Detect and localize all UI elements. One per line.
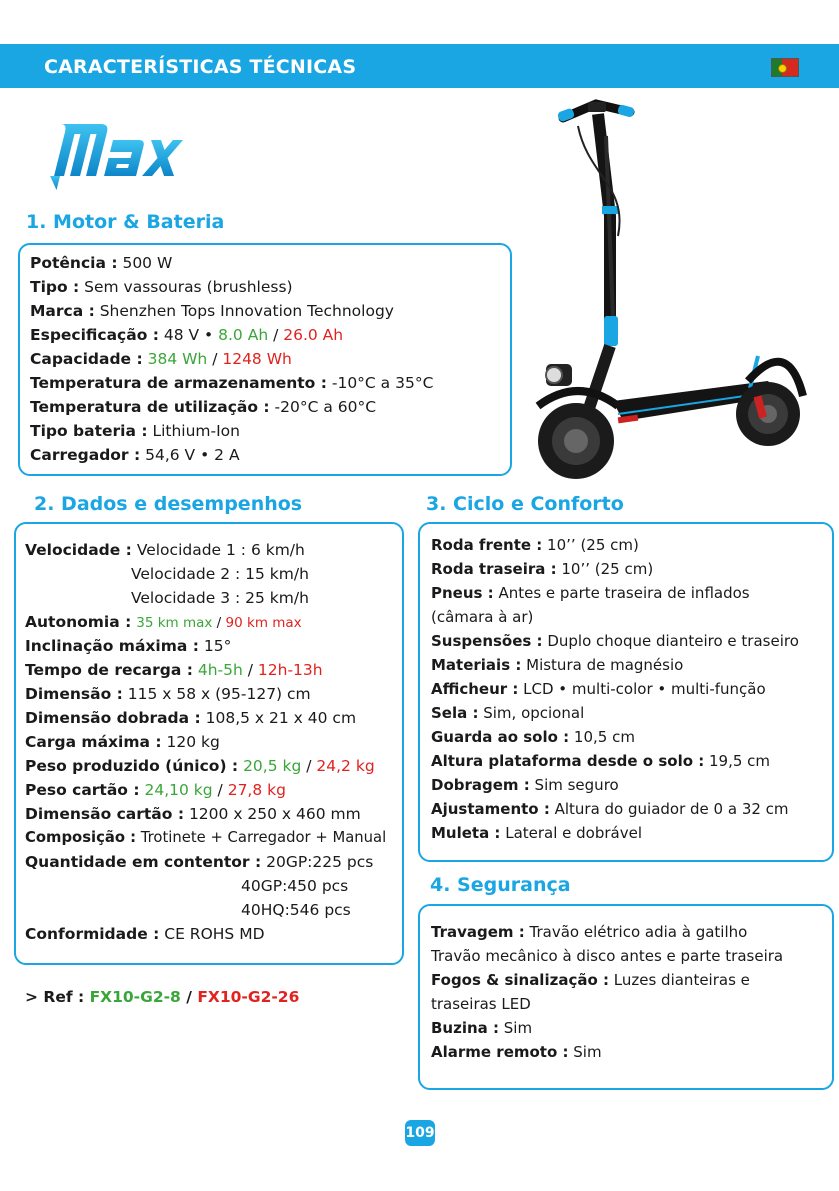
- page-number: 109: [405, 1120, 435, 1146]
- header-bar: [0, 44, 839, 88]
- section-title-ciclo: 3. Ciclo e Conforto: [426, 493, 624, 515]
- section-title-motor: 1. Motor & Bateria: [26, 211, 225, 233]
- section-title-dados: 2. Dados e desempenhos: [34, 493, 303, 515]
- ciclo-specs: Roda frente : 10’’ (25 cm) Roda traseira : 10’’ (25 cm) Pneus : Antes e parte traseira de inflados (câmara à ar) Suspensões : Duplo choque dianteiro e traseiro Materiais : Mistura de magnésio Afficheur : LCD • multi-color • multi-função Sela : Sim, opcional Guarda ao solo : 10,5 cm Altura plataforma desde o solo : 19,5 cm Dobragem : Sim seguro Ajustamento : Altura do guiador de 0 a 32 cm Muleta : Lateral e dobrável: [431, 536, 799, 842]
- scooter-image: [518, 96, 818, 486]
- section-title-seguranca: 4. Segurança: [430, 874, 571, 896]
- max-logo-icon: [45, 116, 195, 194]
- motor-specs: Potência : 500 W Tipo : Sem vassouras (brushless) Marca : Shenzhen Tops Innovation Technology Especificação : 48 V • 8.0 Ah / 26.0 Ah Capacidade : 384 Wh / 1248 Wh Temperatura de armazenamento : -10°C a 35°C Temperatura de utilização : -20°C a 60°C Tipo bateria : Lithium-Ion Carregador : 54,6 V • 2 A: [30, 254, 434, 464]
- product-reference: > Ref : FX10-G2-8 / FX10-G2-26: [25, 988, 300, 1006]
- seguranca-specs: Travagem : Travão elétrico adia à gatilho Travão mecânico à disco antes e parte traseira Fogos & sinalização : Luzes dianteiras e traseiras LED Buzina : Sim Alarme remoto : Sim: [431, 923, 784, 1061]
- dados-specs: Velocidade : Velocidade 1 : 6 km/h Velocidade 2 : 15 km/h Velocidade 3 : 25 km/h Autonomia : 35 km max / 90 km max Inclinação máxima : 15° Tempo de recarga : 4h-5h / 12h-13h Dimensão : 115 x 58 x (95-127) cm Dimensão dobrada : 108,5 x 21 x 40 cm Carga máxima : 120 kg Peso produzido (único) : 20,5 kg / 24,2 kg Peso cartão : 24,10 kg / 27,8 kg Dimensão cartão : 1200 x 250 x 460 mm Composição : Trotinete + Carregador + Manual Quantidade em contentor : 20GP:225 pcs 40GP:450 pcs 40HQ:546 pcs Conformidade : CE ROHS MD: [25, 541, 387, 943]
- page-title: CARACTERÍSTICAS TÉCNICAS: [44, 56, 357, 78]
- portugal-flag-icon: [771, 58, 799, 77]
